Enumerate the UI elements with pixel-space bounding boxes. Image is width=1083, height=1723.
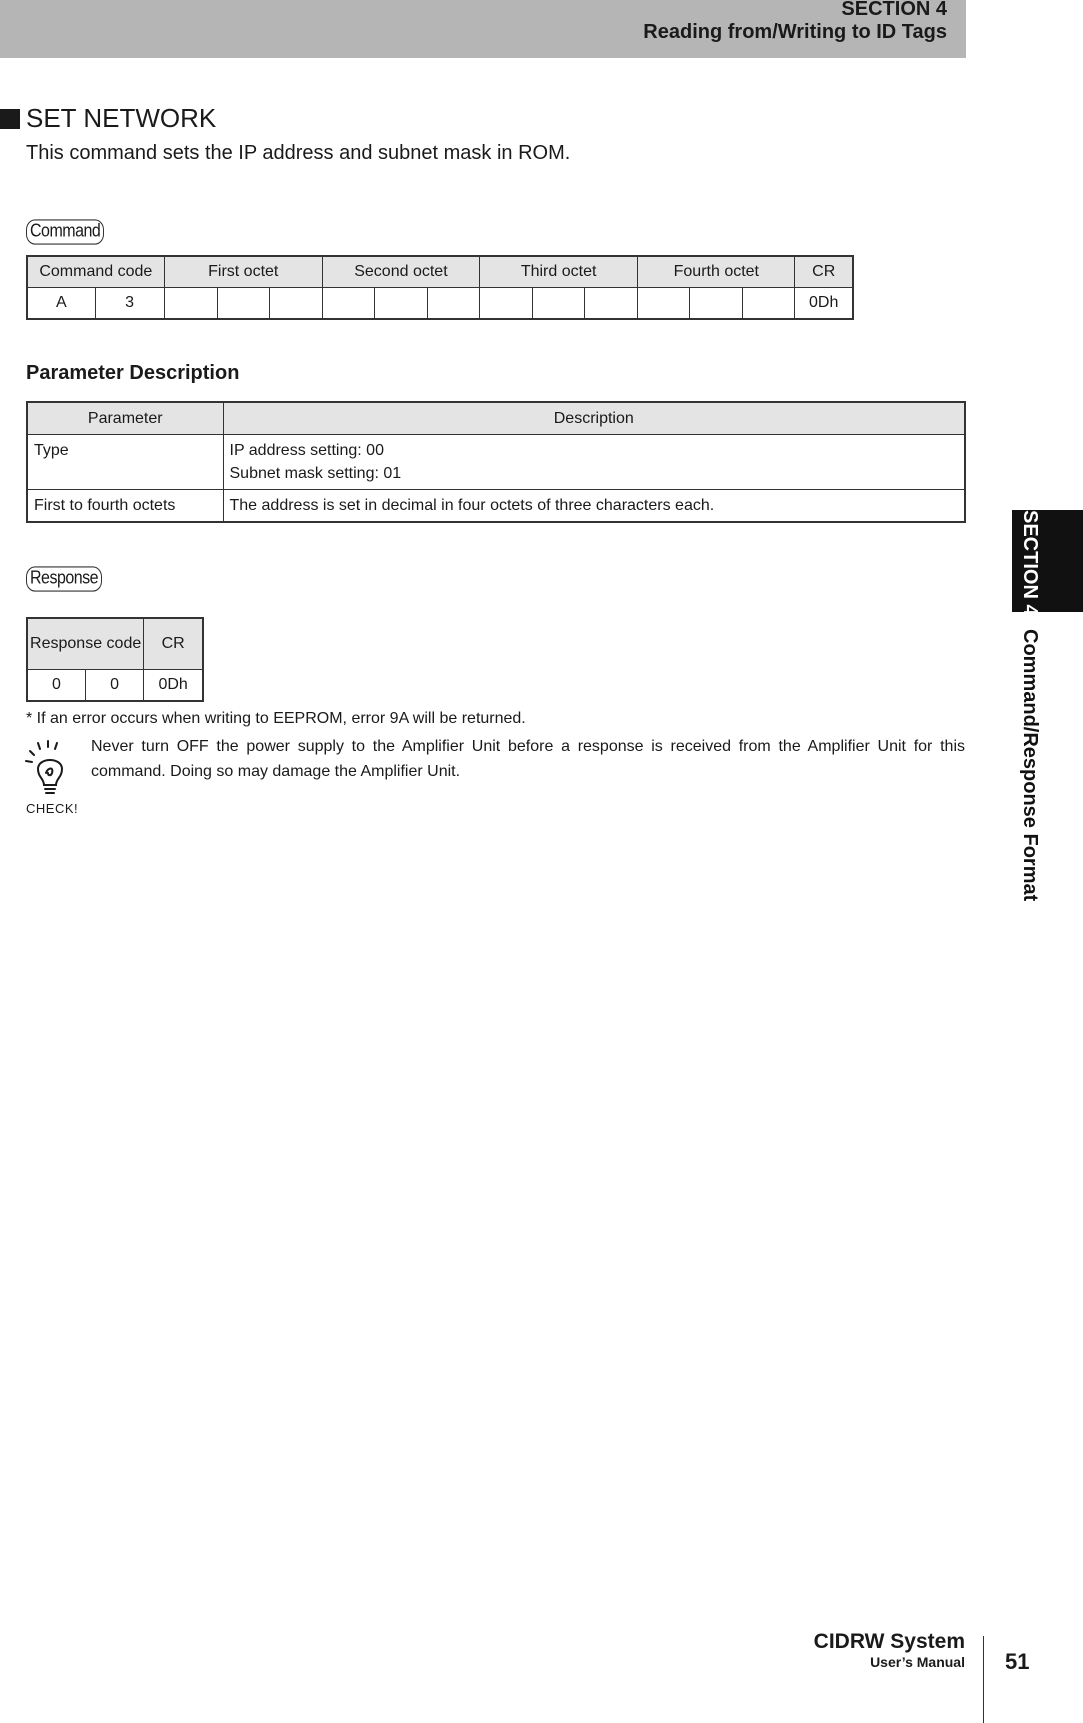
side-tab: [1018, 510, 1041, 901]
command-cell: [743, 288, 795, 320]
command-cell: [374, 288, 427, 320]
first-octet-header: First octet: [164, 256, 322, 288]
header-section: SECTION 4: [841, 0, 947, 20]
command-code-header: Command code: [27, 256, 164, 288]
parameter-table: [26, 401, 966, 523]
side-tab-name: Command/Response Format: [1019, 629, 1041, 902]
description-column-header: Description: [223, 402, 965, 435]
parameter-name: First to fourth octets: [27, 490, 223, 523]
response-header-row: [27, 618, 203, 670]
response-value-row: [27, 670, 203, 702]
footer-subtitle: User’s Manual: [870, 1654, 965, 1670]
response-cr-header: CR: [144, 618, 203, 670]
command-cell: [217, 288, 269, 320]
header-bar: [0, 0, 966, 58]
section-title: [0, 103, 216, 134]
table-row: [27, 435, 965, 490]
parameter-column-header: Parameter: [27, 402, 223, 435]
command-table: [26, 255, 854, 320]
error-note: * If an error occurs when writing to EEPROM, error 9A will be returned.: [26, 710, 526, 727]
header-title: Reading from/Writing to ID Tags: [643, 21, 947, 43]
command-cell: 0Dh: [795, 288, 853, 320]
footer-brand: CIDRW System: [813, 1630, 965, 1653]
response-code-header: Response code: [27, 618, 144, 670]
table-row: [27, 490, 965, 523]
response-cell: 0Dh: [144, 670, 203, 702]
command-cell: [269, 288, 322, 320]
check-label: CHECK!: [26, 801, 79, 816]
second-octet-header: Second octet: [322, 256, 479, 288]
description-line: Subnet mask setting: 01: [229, 465, 402, 482]
parameter-description: The address is set in decimal in four octets of three characters each.: [223, 490, 965, 523]
parameter-heading: Parameter Description: [26, 362, 240, 384]
command-cell: [690, 288, 743, 320]
parameter-header-row: [27, 402, 965, 435]
command-cell: [585, 288, 638, 320]
response-cell: 0: [27, 670, 85, 702]
cr-header: CR: [795, 256, 853, 288]
side-tab-section: SECTION 4: [1019, 510, 1041, 616]
command-header-row: [27, 256, 853, 288]
check-lightbulb-icon: [24, 739, 84, 819]
parameter-name: Type: [27, 435, 223, 490]
section-title-text: SET NETWORK: [26, 103, 217, 133]
parameter-description: [223, 435, 965, 490]
check-text: Never turn OFF the power supply to the Amplifier Unit before a response is received from the Amplifier Unit for this command. Doing so may damage the Amplifier Unit.: [91, 738, 965, 780]
command-cell: [427, 288, 479, 320]
command-cell: A: [27, 288, 95, 320]
response-label: Response: [26, 566, 102, 591]
command-cell: [638, 288, 690, 320]
command-cell: [533, 288, 585, 320]
command-cell: [164, 288, 217, 320]
command-cell: [480, 288, 533, 320]
command-cell: [322, 288, 374, 320]
square-bullet-icon: [0, 109, 20, 129]
third-octet-header: Third octet: [480, 256, 638, 288]
page-number: 51: [1005, 1649, 1030, 1674]
response-table: [26, 617, 204, 702]
intro-text: This command sets the IP address and subnet mask in ROM.: [26, 142, 571, 164]
fourth-octet-header: Fourth octet: [638, 256, 795, 288]
response-cell: 0: [85, 670, 143, 702]
description-line: IP address setting: 00: [229, 442, 384, 459]
command-value-row: [27, 288, 853, 320]
command-label: Command: [26, 219, 104, 244]
command-cell: 3: [95, 288, 164, 320]
footer-divider: [983, 1636, 984, 1723]
